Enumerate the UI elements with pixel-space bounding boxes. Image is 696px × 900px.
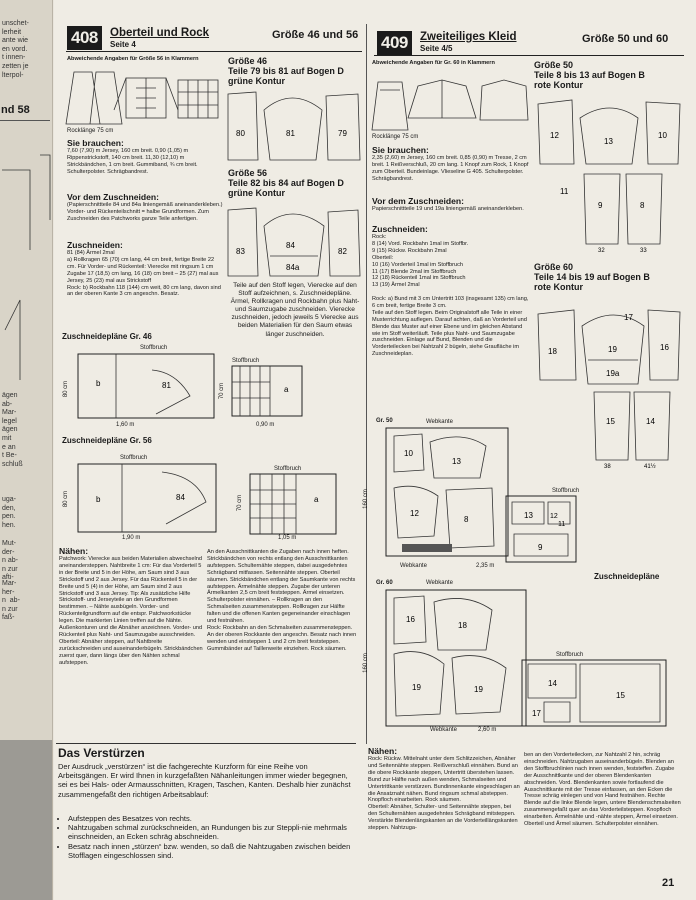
size-note: Abweichende Angaben für Größe 56 in Klammern [67,56,199,62]
fold-label: Stoffbruch [556,652,584,658]
needs-heading: Sie brauchen: [67,138,124,148]
piece-label: 11 [558,521,566,528]
model-title: Oberteil und Rock [110,27,210,39]
size50-heading: Größe 50 [534,60,574,70]
plan56-heading: Zuschneidepläne Gr. 56 [62,436,152,445]
model-number-badge: 409 [377,31,412,55]
piece-label: 84a [286,263,300,272]
piece-label: b [96,495,101,504]
header-rule [66,51,362,52]
margin-divider [0,120,50,121]
needs-text: 7,60 (7,90) m Jersey, 160 cm breit. 0,90 (1,05) m Rippenstrickstoff, 140 cm breit. 11,30 (12,10) m Strickbändchen, 1 cm breit. Gummiband, ¾ cm breit. Schulterpolster. Schrägbandrest. [67,148,198,175]
cutting-plan-50-right [504,494,580,566]
piece-label: 84 [286,241,295,250]
piece-label: 19a [606,369,620,378]
plan-height: 70 cm [237,494,244,512]
header-rule [374,55,684,56]
cutting-plan-50 [382,426,512,560]
article-bullet: • Besatz nach innen „stürzen“ bzw. wenden, so daß die Nahtzugaben zwischen beiden Stofflagen eingeschlossen sind. [68,842,358,860]
cut-list [372,234,530,289]
selvedge-label: Webkante [430,727,457,733]
margin-text-block: uga- den, pen. hen. [2,496,17,529]
size46-heading: Größe 46 [228,56,268,66]
model-title: Zweiteiliges Kleid [420,31,517,43]
plan-height: 80 cm [63,380,70,398]
selvedge-label: Webkante [426,419,453,425]
article-bullet: • Aufsteppen des Besatzes von rechts. [68,814,358,823]
skirt-length: Rocklänge 75 cm [67,128,114,134]
piece-label: 81 [162,381,171,390]
fold-label: Stoffbruch [552,488,580,494]
cutting-plan-46 [66,352,216,428]
cutting-plan-46-small [220,364,304,420]
plan-width: 1,60 m [116,422,135,428]
piece-label: 84 [176,493,185,502]
piece-label: 12 [550,131,559,140]
piece-label: 13 [524,511,533,520]
plan-width: 2,60 m [478,727,497,733]
selvedge-label: Webkante [426,580,453,586]
piece-label: 17 [532,709,541,718]
piece-label: a [314,495,319,504]
prep-heading: Vor dem Zuschneiden: [372,196,464,206]
model-subtitle: Seite 4/5 [420,44,453,53]
cut-list-item: 10 (16) Vorderteil 1mal im Stoffbruch [372,261,463,268]
piece-label: 15 [616,691,625,700]
piece-label: 12 [410,509,419,518]
dimension-label: 41½ [644,464,656,470]
sew-heading: Nähen: [59,546,89,556]
plan-size-label: Gr. 60 [376,580,393,586]
plan-height: 70 cm [219,382,226,400]
size46-line: Teile 79 bis 81 auf Bogen D [228,66,344,76]
dimension-label: 38 [604,464,611,470]
size56-heading: Größe 56 [228,168,268,178]
piece-label: 80 [236,129,245,138]
column-divider [366,24,367,744]
piece-label: 18 [458,621,467,630]
sew-text-right: An den Ausschnittkanten die Zugaben nach innen heften. Strickbändchen von rechts entlang den Ausschnittkanten aufsteppen. Schulternähte steppen, dabei ausgedehntes Schrägband mitfassen. Seitennähte steppen. Oberteil säumen. Strickbändchen entlang der Saumkante von rechts aufsteppen. Ärmelnähte steppen. Zugabe der unteren Ärmelkanten 2,5 cm breit feststeppen. Ärmel einsetzen. Schulterpolster einnähen. – Rollkragen an den Schmalseiten zusammensteppen. Rollkragen zur Hälfte falten und die offenen Kanten gegeneinander einschlagen und festnähen. Rock: Rockbahn an den Schmalseiten zusammensteppen. An der oberen Rockkante den angeschn. Besatz nach innen wenden und einsteppen 1 und 2 cm breit feststeppen. Gummibänder auf Taillenweite einziehen. Rock säumen. [207,549,357,652]
cut-text: 81 (84) Ärmel 2mal a) Rollkragen 65 (70) cm lang, 44 cm breit, fertige Breite 22 cm. Für Vorder- und Rückenteil: Vierecke mit ringsum 1 cm Zugabe 17 (18,5) cm lang, 16 (18) cm breit – 25 (27) mal aus Jersey, 25 (23) mal aus Strickstoff Rock: b) Rockbahn 118 (144) cm weit, 80 cm lang, davon sind an der oberen Kante 3 cm angeschn. Besatz. [67,250,221,298]
prep-heading: Vor dem Zuschneiden: [67,192,159,202]
fold-label: Stoffbruch [120,455,148,461]
cut-list-item: Rock: [372,234,387,240]
piece-label: 14 [548,679,557,688]
garment-sketches [66,70,226,126]
margin-text-block: Mar- her- n ab- n zur faß- [2,580,20,622]
article-rule [56,743,356,744]
margin-heading: nd 58 [1,104,30,116]
model-sizes: Größe 50 und 60 [582,33,669,45]
sew-text-left: Patchwork: Vierecke aus beiden Materialien abwechselnd aneinandersteppen. Nahtbreite 1 cm: Für das Vorderteil 5 in der Breite und 5 in der Höhe, am Saum sind 3 aus Strickstoff und 2 aus Jersey. Für das Rückenteil 5 in der Breite und 5 (4) in der Höhe, am Saum sind 2 aus Strickstoff und 3 aus Jersey. Tip: Als zusätzliche Hilfe Strickstoff- und Jerseyteile an den Grundformen bestimmen. – Nähte ausbügeln. Vorder- und Rückenteilgrundform auf die entspr. Patchworkstücke legen. Die markierten Linien treffen auf die Nähte. Außenkonturen und die Abnäher anzeichnen. Vorder- und Rückenteil plus Naht- und Saumzugabe ausschneiden. Oberteil: Abnäher steppen, auf Nahtbreite zurückschneiden und auseinanderbügeln. Strickbändchen zuerst quer, dann längs über den Nähten schmal aufsteppen. [59,556,203,666]
pattern-pieces-size50 [534,94,684,254]
article-bullets [58,814,358,860]
cutting-plan-60 [382,588,532,728]
piece-label: 9 [598,201,603,210]
cut-heading: Zuschneiden: [67,240,123,250]
cut-list-item: 9 (15) Rückw. Rockbahn 2mal [372,247,447,254]
piece-label: 19 [474,685,483,694]
pattern-pieces-size56 [226,204,362,278]
cut-instructions: Teile auf den Stoff legen, Vierecke auf den Stoff aufzeichnen, s. Zuschneidepläne. Ärmel, Rollkragen und Rockbahn plus Naht- und Saumzugabe zuschneiden. Vierecke zuschneiden, jedoch jeweils 5 Vierecke aus beiden Materialien für den Saum etwas länger zuschneiden. [230,282,360,338]
piece-label: 81 [286,129,295,138]
pattern-pieces-size46 [226,90,362,164]
margin-text-block: unschet- lerheit ante wie en vord. t innen- zetten je lterpol- [2,20,29,79]
cut-text: Rock: a) Bund mit 3 cm Untertritt 103 (insgesamt 135) cm lang, 6 cm breit, fertige Breite 3 cm. Teile auf den Stoff legen. Beim Originalstoff alle Teile in einer Musterrichtung auflegen. Darauf achten, daß an Vorderteil und Blende das Muster auf einer Ebene und im gleichen Abstand wie im Stoff weiterläuft. Teile plus Naht- und Saumzugabe zuschneiden. Einlage auf Bund, Blenden und die Vorderteilecken bei Nahtzahl 2 bügeln, siehe Graufläche im Zuschneideplan. [372,296,529,358]
plan-width: 1,90 m [122,535,141,541]
sew-text-col2: ben an den Vorderteilecken, zur Nahtzahl 2 hin, schräg einschneiden. Nahtzugaben auseinanderbügeln. Blenden an den Stoffbruchlinien nach innen wenden, feststeffen. Zugabe der Ausschnittkante und der oberen Blendenkanten abschneiden. Vord. Blendenkanten sowie fortlaufend die Ausschnittkante mit der Tresse einfassen, an den Ecken die Tresse schräg einlegen und von Hand festnähen. Rechte Blende auf die linke Blende legen, untere Blendenschmalseiten zusammengefaßt quer an das Vorderteilsteppen. Knopfloch einarbeiten. Ärmelnähte und -nähte steppen, Ärmel einsetzen. Oberteil und Ärmel säumen. Schulterpolster einnähen. [524,752,681,828]
piece-label: 8 [640,201,645,210]
plan-size-label: Gr. 50 [376,418,393,424]
plan-height: 80 cm [63,490,70,508]
garment-sketches [372,76,528,132]
piece-label: 10 [404,449,413,458]
fold-label: Stoffbruch [274,466,302,472]
piece-label: b [96,379,101,388]
piece-label: 16 [660,343,669,352]
size56-line: Teile 82 bis 84 auf Bogen D [228,178,344,188]
piece-label: 10 [658,131,667,140]
piece-label: 9 [538,543,543,552]
piece-label: 14 [646,417,655,426]
size-note: Abweichende Angaben für Gr. 60 in Klammern [372,60,495,66]
plan-height: 160 cm [362,489,369,509]
model-number-badge: 408 [67,26,102,50]
pattern-pieces-size60 [534,300,684,470]
margin-text-block: Mut- der- n ab- n zur afti- [2,540,18,582]
size60-contour: rote Kontur [534,282,583,292]
piece-label: 79 [338,129,347,138]
needs-heading: Sie brauchen: [372,145,429,155]
cutting-plan-56 [66,462,216,538]
piece-label: 17 [624,313,633,322]
article-title: Das Verstürzen [58,746,145,760]
sew-heading: Nähen: [368,746,398,756]
size46-contour: grüne Kontur [228,76,285,86]
size50-line: Teile 8 bis 13 auf Bogen B [534,70,645,80]
dimension-label: 33 [640,248,647,254]
size60-line: Teile 14 bis 19 auf Bogen B [534,272,650,282]
piece-label: 12 [550,513,558,520]
cutting-plan-56-small [240,472,340,536]
plan-width: 0,90 m [256,422,275,428]
margin-pattern-drawing [0,150,52,380]
prep-text: Papierschnittteile 19 und 19a liniengemäß aneinanderkleben. [372,206,524,212]
fold-label: Stoffbruch [140,345,168,351]
piece-label: 82 [338,247,347,256]
facing-page-margin [0,0,53,900]
cut-list-item: Oberteil: [372,254,394,261]
plans-heading: Zuschneidepläne [594,572,660,581]
cut-heading: Zuschneiden: [372,224,428,234]
model-subtitle: Seite 4 [110,40,136,49]
plan-height: 160 cm [362,653,369,673]
piece-label: 18 [548,347,557,356]
piece-label: a [284,385,289,394]
article-intro: Der Ausdruck „verstürzen“ ist die fachgerechte Kurzform für eine Reihe von Arbeitsgängen. Er wird Ihnen in kurzgefaßten Nähanleitungen immer wieder begegnen, sei es bei Hals- oder Armausschnitten, Kragen, Taschen, Kanten. Deshalb hier zunächst zusammengefaßt den richtigen Arbeitsablauf: [58,762,351,799]
cutting-plan-60-right [520,658,670,730]
piece-label: 19 [608,345,617,354]
fold-label: Stoffbruch [232,358,260,364]
piece-label: 13 [452,457,461,466]
size50-contour: rote Kontur [534,80,583,90]
cut-list-item: 11 (17) Blende 2mal im Stoffbruch [372,268,457,275]
page-number: 21 [662,877,675,889]
size56-contour: grüne Kontur [228,188,285,198]
cut-list-item: 12 (18) Rückenteil 1mal im Stoffbruch [372,275,466,282]
piece-label: 19 [412,683,421,692]
piece-label: 83 [236,247,245,256]
plan-width: 2,35 m [476,563,495,569]
selvedge-label: Webkante [400,563,427,569]
piece-label: 13 [604,137,613,146]
piece-label: 8 [464,515,469,524]
skirt-length: Rocklänge 75 cm [372,134,419,140]
plan-width: 1,05 m [278,535,297,541]
piece-label: 15 [606,417,615,426]
model-sizes: Größe 46 und 56 [272,29,359,41]
dimension-label: 32 [598,248,605,254]
margin-dark-area [0,740,52,900]
prep-text: (Papierschnittteile 84 und 84a liniengemäß aneinanderkleben.) Vorder- und Rückenteilschnitt = halbe Grundformen. Zum Zuschneiden des Patchworks ganze Teile anfertigen. [67,202,223,222]
size60-heading: Größe 60 [534,262,574,272]
plan46-heading: Zuschneidepläne Gr. 46 [62,332,152,341]
article-bullet: • Nahtzugaben schmal zurückschneiden, an Rundungen bis zur Steppli-nie mehrmals einschneiden, an Ecken schräg abschneiden. [68,823,358,841]
sew-text-col1: Rock: Rückw. Mittelnaht unter dem Schlitzzeichen, Abnäher und Seitennähte steppen. Reißverschluß einnähen. Bund an die obere Rockkante steppen, Untertritt überstehen lassen. Bund zur Hälfte nach außen wenden, Schmalseiten und Untertrittkante verstürzen. Bundinnenkante eingeschlagen an die Ansatznaht nähen. Bund ringsum schmal absteppen. Knopfloch einarbeiten. Rock säumen. Oberteil: Abnäher, Schulter- und Seitennähte steppen, bei den Schulternähten ausgedehntes Schrägband mitsteppen. Verstärkte Blendenlängskanten an die Vorderteillängskanten steppen. Nahtzuga- [368,756,520,832]
needs-text: 2,35 (2,60) m Jersey, 160 cm breit. 0,85 (0,90) m Tresse, 2 cm breit. 1 Reißverschluß, 20 cm lang. 1 Knopf zum Rock, 1 Knopf zum Oberteil. Bundeinlage. Vlieseline G 405. Schulterpolster. Schrägbandrest. [372,155,529,182]
cut-list-item: 8 (14) Vord. Rockbahn 1mal im Stoffbr. [372,240,469,247]
cut-list-item: 13 (19) Ärmel 2mal [372,282,420,289]
margin-text-block: ägen ab- Mar- legel ägen mit e an t Be- schluß [2,392,23,468]
piece-label: 11 [560,187,569,196]
piece-label: 16 [406,615,415,624]
